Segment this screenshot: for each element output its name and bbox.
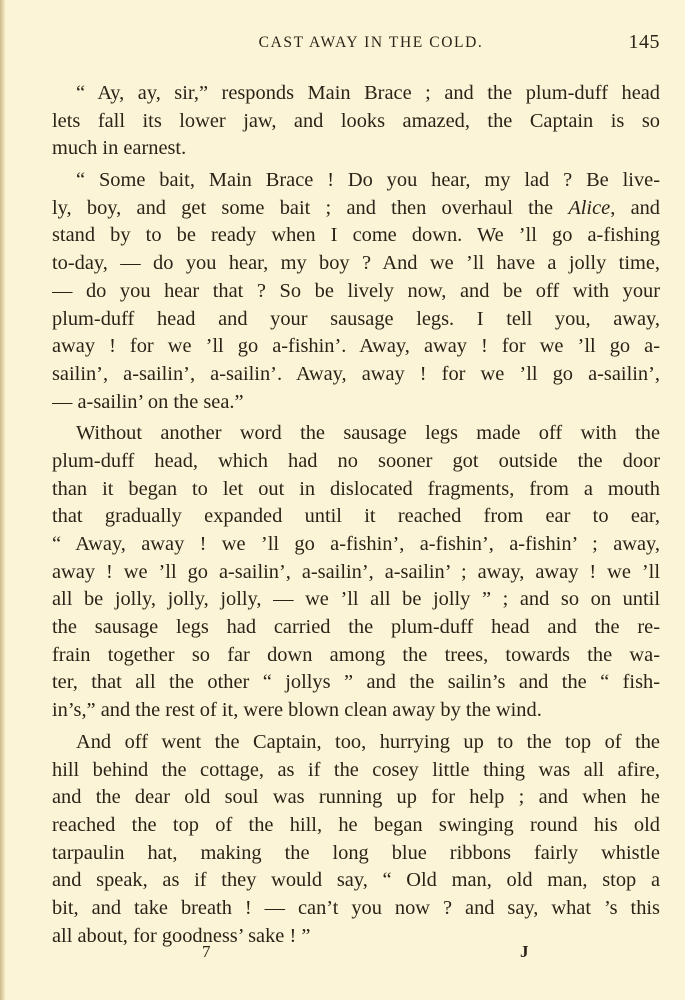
text-line: the sausage legs had carried the plum-duff head and the re- <box>52 616 660 639</box>
text-line: plum-duff head and your sausage legs. I tell you, away, <box>52 307 660 330</box>
text-line: in’s,” and the rest of it, were blown clean away by the wind. <box>52 699 542 722</box>
body-text <box>52 80 660 950</box>
text-line: “ Some bait, Main Brace ! Do you hear, my lad ? Be live- <box>76 169 660 192</box>
text-line: And off went the Captain, too, hurrying up to the top of the <box>76 730 660 753</box>
running-head <box>52 31 660 57</box>
text-line: to-day, — do you hear, my boy ? And we ’ll have a jolly time, <box>52 252 660 275</box>
text-line: reached the top of the hill, he began swinging round his old <box>52 813 660 836</box>
text-line: away ! for we ’ll go a-fishin’. Away, away ! for we ’ll go a- <box>52 335 660 358</box>
text-line: “ Away, away ! we ’ll go a-fishin’, a-fishin’, a-fishin’ ; away, <box>52 533 660 555</box>
page-number: 145 <box>628 31 660 53</box>
signature-number: 7 <box>202 942 211 961</box>
text-line: frain together so far down among the trees, towards the wa- <box>52 643 660 666</box>
text-line: than it began to let out in dislocated fragments, from a mouth <box>52 477 660 500</box>
text-line: that gradually expanded until it reached from ear to ear, <box>52 505 660 528</box>
text-line: tarpaulin hat, making the long blue ribbons fairly whistle <box>52 841 660 864</box>
signature-letter: J <box>520 942 529 961</box>
text-line: sailin’, a-sailin’, a-sailin’. Away, away ! for we ’ll go a-sailin’, <box>52 362 660 385</box>
text-line: all be jolly, jolly, jolly, — we ’ll all be jolly ” ; and so on until <box>52 588 660 611</box>
paragraph <box>52 420 660 725</box>
text-line: — do you hear that ? So be lively now, and be off with your <box>52 279 660 302</box>
text-line: ly, boy, and get some bait ; and then overhaul the Alice, and <box>52 196 660 219</box>
text-line: bit, and take breath ! — can’t you now ? and say, what ’s this <box>52 896 660 919</box>
text-line: ter, that all the other “ jollys ” and the sailin’s and the “ fish- <box>52 671 660 694</box>
text-line: lets fall its lower jaw, and looks amazed, the Captain is so <box>52 109 660 132</box>
text-line: stand by to be ready when I come down. We ’ll go a-fishing <box>52 224 660 247</box>
paragraph <box>52 167 660 416</box>
text-line: “ Ay, ay, sir,” responds Main Brace ; and the plum-duff head <box>76 82 660 104</box>
boat-name-italic: Alice <box>568 196 611 219</box>
running-title: CAST AWAY IN THE COLD. <box>258 34 484 51</box>
text-line: plum-duff head, which had no sooner got outside the door <box>52 449 660 472</box>
text-line: and the dear old soul was running up for help ; and when he <box>52 786 660 809</box>
text-line: much in earnest. <box>52 137 187 160</box>
text-line: — a-sailin’ on the sea.” <box>52 390 244 413</box>
text-line: hill behind the cottage, as if the cosey little thing was all afire, <box>52 758 660 781</box>
text-line: and speak, as if they would say, “ Old man, old man, stop a <box>52 869 660 892</box>
page-footer <box>52 942 660 968</box>
gutter-shadow <box>0 0 6 1000</box>
text-line: away ! we ’ll go a-sailin’, a-sailin’, a-sailin’ ; away, away ! we ’ll <box>52 560 660 583</box>
text-line: all about, for goodness’ sake ! ” <box>52 924 311 947</box>
text-line: Without another word the sausage legs made off with the <box>76 422 660 445</box>
paragraph <box>52 729 660 951</box>
paragraph <box>52 80 660 163</box>
